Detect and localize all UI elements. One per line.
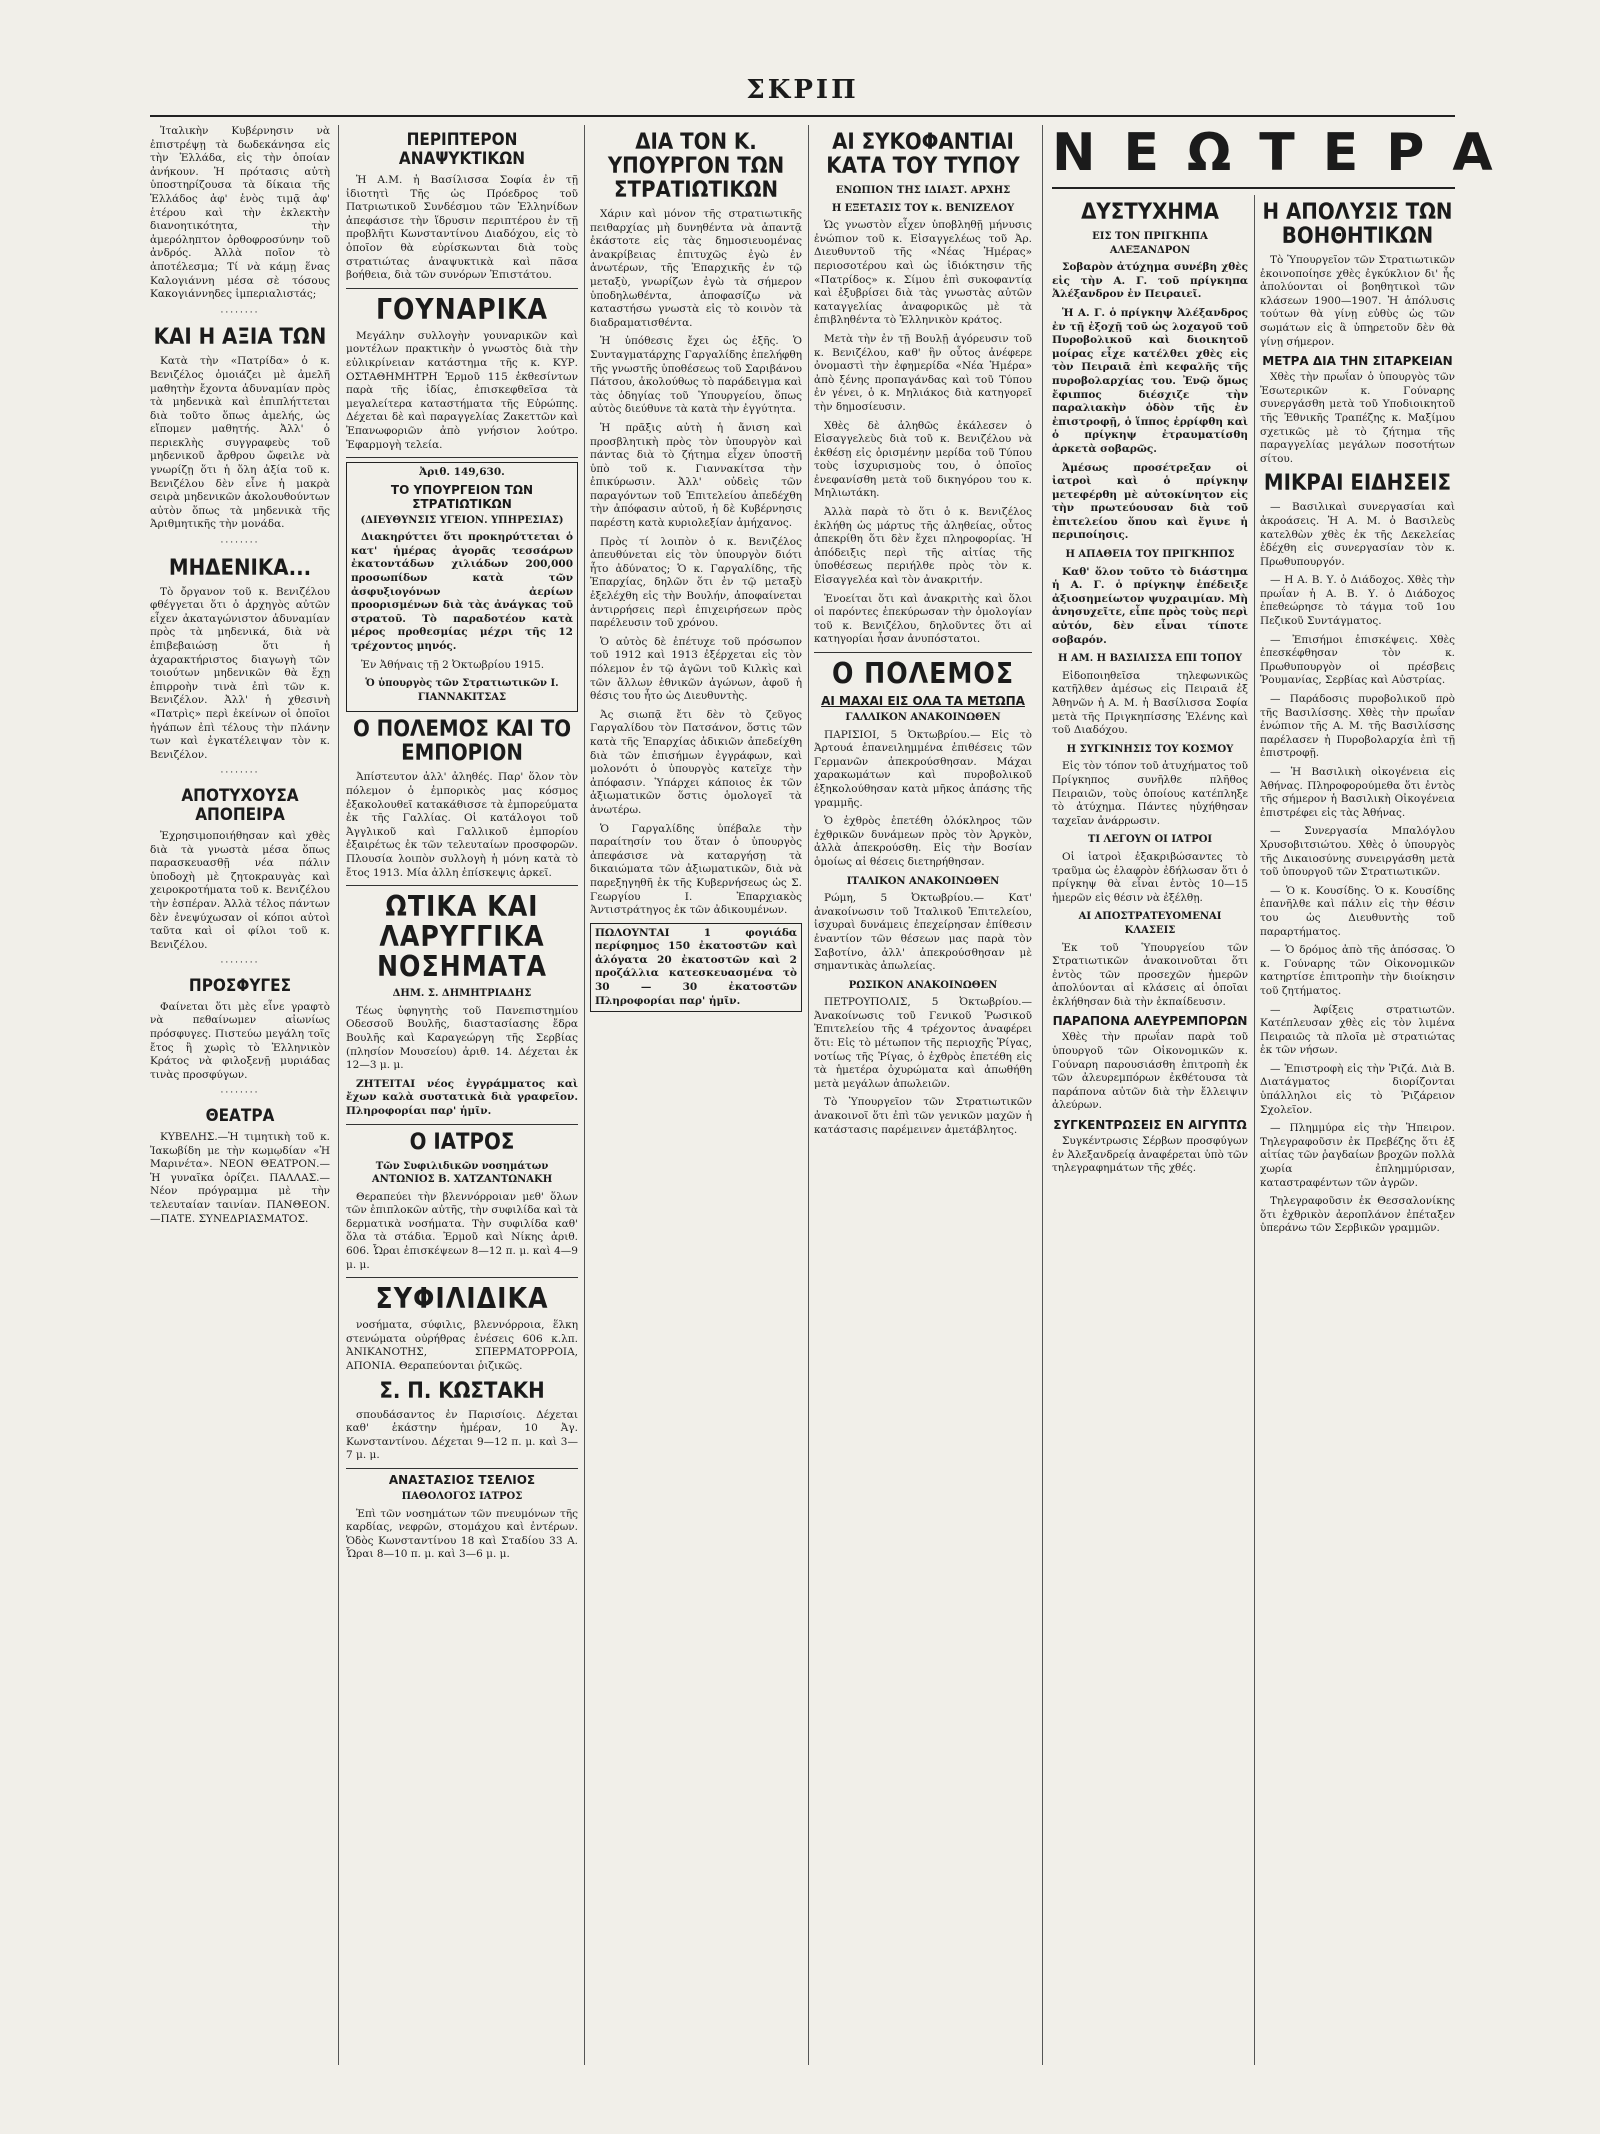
ad-heading: ΑΝΑΣΤΑΣΙΟΣ ΤΣΕΛΙΟΣ — [388, 1473, 536, 1487]
article-text: Τὸ Ὑπουργεῖον τῶν Στρατιωτικῶν ἐκοινοποίησε χθὲς ἐγκύκλιον δι' ἧς ἀπολύονται οἱ βοηθητικοὶ τῶν κλάσεων 1900—1907. Ἡ ἀπόλυσις τούτων θὰ γίνῃ εὐθὺς ὡς τῶν σωμάτων εἰς ἃ ὑπηρετοῦν δὲν θὰ γίνῃ σήμερον. — [1260, 254, 1455, 348]
ad-text: ΖΗΤΕΙΤΑΙ νέος ἐγγράμματος καὶ ἔχων καλὰ συστατικὰ διὰ γραφεῖον. Πληροφορίαι παρ' ἡμῖν. — [346, 1077, 578, 1117]
ad-text: Ἐπὶ τῶν νοσημάτων τῶν πνευμόνων τῆς καρδίας, νεφρῶν, στομάχου καὶ ἐντέρων. Ὁδὸς Κωνσταντίνου 18 καὶ Σταδίου 33 Α. Ὧραι 8—10 π. μ. καὶ 3—6 μ. μ. — [346, 1507, 578, 1561]
notice-body: Διακηρύττει ὅτι προκηρύττεται ὁ κατ' ἡμέρας ἀγορᾶς τεσσάρων ἐκατοντάδων χιλιάδων 200,000 προσωπίδων κατὰ τῶν ἀσφυξιογόνων ἀερίων προορισμένων διὰ τὰς ἀνάγκας τοῦ στρατοῦ. Τὸ παραδοτέον κατὰ μέρος προθεσμίας μέχρι τῆς 12 τρέχοντος μηνός. — [351, 531, 573, 653]
article-text: Χθὲς δὲ ἀληθῶς ἐκάλεσεν ὁ Εἰσαγγελεὺς διὰ τοῦ κ. Βενιζέλου νὰ ἐκθέσῃ εἰς ὁρισμένην μερίδα τοῦ Τύπου τοὺς ἰσχυρισμοὺς του, ὁ ὁποῖος ἐνεφανίσθη μετὰ τοῦ δικηγόρου του κ. Μηλιωτάκη. — [814, 419, 1032, 500]
ad-text: Θεραπεύει τὴν βλεννόρροιαν μεθ' ὅλων τῶν ἐπιπλοκῶν αὐτῆς, τὴν συφιλίδα καὶ τὰ δερματικὰ νοσήματα. Τὴν συφιλίδα καθ' ὅλα τὰ στάδια. Ἐρμοῦ καὶ Νίκης ἀριθ. 606. Ὧραι ἐπισκέψεων 8—12 π. μ. καὶ 4—9 μ. μ. — [346, 1190, 578, 1271]
article-heading: ΑΙ ΣΥΚΟΦΑΝΤΙΑΙ ΚΑΤΑ ΤΟΥ ΤΥΠΟΥ — [826, 130, 1020, 179]
news-item: — Βασιλικαὶ συνεργασίαι καὶ ἀκροάσεις. Ἡ Α. Μ. ὁ Βασιλεὺς κατελθὼν χθὲς ἐκ τῆς Δεκελείας ἐδέχθη εἰς συνεργασίαν τὸν κ. Πρωθυπουργόν. — [1260, 501, 1455, 568]
news-item: — Ἀφίξεις στρατιωτῶν. Κατέπλευσαν χθὲς εἰς τὸν λιμένα Πειραιῶς τὰ πλοῖα μὲ στρατιώτας ἐκ τῶν νήσων. — [1260, 1003, 1455, 1057]
news-item: — Η Α. Β. Υ. ὁ Διάδοχος. Χθὲς τὴν πρωΐαν ἡ Α. Β. Υ. ὁ Διάδοχος ἐπεθεώρησε τὸ τάγμα τοῦ 1ου Πεζικοῦ Συντάγματος. — [1260, 574, 1455, 628]
ad-subheading: ΔΗΜ. Σ. ΔΗΜΗΤΡΙΑΔΗΣ — [392, 988, 532, 1000]
news-item: — Ὁ κ. Κουσίδης. Ὁ κ. Κουσίδης ἐπανῆλθε καὶ πάλιν εἰς τὴν θέσιν του ὡς Διευθυντὴς τοῦ παραρτήματος. — [1260, 884, 1455, 938]
article-heading: ΑΠΟΤΥΧΟΥΣΑ ΑΠΟΠΕΙΡΑ — [181, 785, 299, 825]
article-text: Ὁ αὐτὸς δὲ ἐπέτυχε τοῦ πρόσωπον τοῦ 1912 καὶ 1913 ἐξέρχεται εἰς τὸν πόλεμον ἐν τῷ ἀγῶνι τοῦ Κιλκὶς καὶ τῶν ἄλλων ἐθνικῶν ἀγώνων, ἀφοῦ ἡ θέσις του ἦτο ὡς Διευθυντὴς. — [590, 635, 802, 703]
masthead-rule — [150, 115, 1455, 117]
article-heading: ΚΑΙ Η ΑΞΙΑ ΤΩΝ — [153, 325, 327, 351]
ad-text: νοσήματα, σύφιλις, βλεννόρροια, ἕλκη στενώματα οὐρήθρας ἐνέσεις 606 κ.λπ. ἈΝΙΚΑΝΟΤΗΣ, ΣΠΕΡΜΑΤΟΡΡΟΙΑ, ΑΠΟΝΙΑ. Θεραπεύονται ῥιζικῶς. — [346, 1319, 578, 1373]
article-lead: Σοβαρὸν ἀτύχημα συνέβη χθὲς εἰς τὴν Α. Γ. τοῦ πρίγκηπα Ἀλέξανδρον ἐν Πειραιεῖ. — [1052, 261, 1248, 301]
article-text: Τὸ ὄργανον τοῦ κ. Βενιζέλου φθέγγεται ὅτι ὁ ἀρχηγὸς αὐτῶν εἶχεν ἀκαταγώνιστον ἀδυναμίαν πρὸς τὰ μηδενικά, διὰ νὰ ἐπιβεβαιώσῃ ὅτι ἡ ἀχαρακτήριστος διαγωγὴ τῶν τοιούτων μηδενικῶν θὰ ἔχῃ ἐπιρροὴν τινὰ ἐπὶ τῶν κ. Βενιζέλον. Ἀλλ' ἡ χθεσινὴ «Πατρὶς» περὶ ἐκείνων οἱ ὁποῖοι ἠγάπων ἐπὶ τέλους τὴν πλάνην των καὶ ἐγκατέλειψαν τὸν κ. Βενιζέλον. — [150, 585, 330, 761]
ad-text: Τέως ὑφηγητὴς τοῦ Πανεπιστημίου Οδεσσοῦ Βουλῆς, διαστασίασης ἔδρα Βουλῆς καὶ Καραγεώργη τῆς Σερβίας (πλησίον Μουσείου) ἀριθ. 14. Δέχεται ἐκ 12—3 μ. μ. — [346, 1004, 578, 1072]
classified-ad: ΠΩΛΟΥΝΤΑΙ 1 φογιάδα περίφημος 150 ἐκατοστῶν καὶ ἀλόγατα 20 ἐκατοστῶν καὶ 2 προζάλλια κατεσκευασμένα τὸ 30 — 30 ἐκατοστῶν Πληροφορίαι παρ' ἡμῖν. — [590, 923, 802, 1013]
article-subheading: Η ΣΥΓΚΙΝΗΣΙΣ ΤΟΥ ΚΟΣΜΟΥ — [1066, 743, 1234, 755]
column-divider — [338, 125, 339, 2065]
article-text: Ἀμέσως προσέτρεξαν οἱ ἰατροὶ καὶ ὁ πρίγκηψ μετεφέρθη μὲ αὐτοκίνητον εἰς τὴν πρωτεύουσαν διὰ τοῦ ἐπιτελείου ὅπου καὶ ἔγινε ἡ περιποίησις. — [1052, 461, 1248, 542]
article-text: Ὡς γνωστὸν εἶχεν ὑποβληθῇ μήνυσις ἐνώπιον τοῦ κ. Εἰσαγγελέως τοῦ Ἀρ. Διευθυντοῦ τῆς «Νέας Ἡμέρας» περιοσοτέρου καὶ ὡς ἰδιόκτησιν τῆς «Πατρίδος» κ. Σίμου ἐπὶ συκοφαντίᾳ καὶ ἐξυβρίσει διὰ τὰς γνωστὰς αὐτῶν καταγγελίας ἀναφορικῶς μὲ τὰ ἐπιβληθέντα τὸ Ἐλληνικὸν κράτος. — [814, 219, 1032, 327]
column-1: Ἰταλικὴν Κυβέρνησιν νὰ ἐπιστρέψῃ τὰ δωδεκάνησα εἰς τὴν Ἑλλάδα, εἰς τὴν ὁποίαν ἀνήκουν. Ἡ πρότασις αὐτὴ ὑποστηρίζουσα τὰ δίκαια τῆς Ἑλλάδος ἀφ' ἑνὸς τιμᾷ ἀφ' ἑτέρου καὶ τὴν ἐκλεκτὴν διανοητικότητα, τὴν ἀμερόληπτον ὀρθοφροσύνην τοῦ ἀνδρός. Ἀλλὰ ποῖον τὸ ἀποτέλεσμα; Τί νὰ κάμῃ ἕνας Καλογιάννη μέσα σὲ τόσους Κακογιάννηδες ἱμπεριαλιστάς; ········ ΚΑΙ Η ΑΞΙΑ ΤΩΝ Κατὰ τὴν «Πατρίδα» ὁ κ. Βενιζέλος ὁμοιάζει μὲ ἀμελῆ μαθητὴν ἔχοντα ἀδυναμίαν πρὸς τὰ μηδενικὰ καὶ ἐπιπλήττεται διὰ τοῦτο ὅπως ἀμελής, ὡς εἴπομεν μαθητής. Ἀλλ' ὁ περιεκλὴς συγγραφεὺς τοῦ μηδενικοῦ ἄρθρου ὤφειλε νὰ γνωρίζῃ ὅτι ἡ ὅλη ἀξία τοῦ κ. Βενιζέλου δὲν εἶνε ἡ μακρὰ σειρὰ μηδενικῶν ἀκολουθούντων αὐτὸν ὅπως τὰ μηδενικὰ τῆς Ἀριθμητικῆς τὴν μονάδα. ········ ΜΗΔΕΝΙΚΑ... Τὸ ὄργανον τοῦ κ. Βενιζέλου φθέγγεται ὅτι ὁ ἀρχηγὸς αὐτῶν εἶχεν ἀκαταγώνιστον ἀδυναμίαν πρὸς τὰ μηδενικά, διὰ νὰ ἐπιβεβαιώσῃ ὅτι ἡ ἀχαρακτήριστος διαγωγὴ τῶν τοιούτων μηδενικῶν θὰ ἔχῃ ἐπιρροὴν τινὰ ἐπὶ τῶν κ. Βενιζέλον. Ἀλλ' ἡ χθεσινὴ «Πατρὶς» περὶ ἐκείνων οἱ ὁποῖοι ἠγάπων ἐπὶ τέλους τὴν πλάνην των καὶ ἐγκατέλειψαν τὸν κ. Βενιζέλον. ········ ΑΠΟΤΥΧΟΥΣΑ ΑΠΟΠΕΙΡΑ Ἐχρησιμοποιήθησαν καὶ χθὲς διὰ τὰ γνωστὰ μέσα ὅπως παρασκευασθῇ νέα πάλιν ὑποδοχὴ μὲ ζητοκραυγὰς καὶ χειροκροτήματα τοῦ κ. Βενιζέλου τὴν ἑσπέραν. Ἀλλὰ τέλος πάντων δὲν ἐνεψύχωσαν οἱ κόποι αὐτοὶ ταῦτα καὶ οἱ φίλοι τοῦ κ. Βενιζέλου. ········ ΠΡΟΣΦΥΓΕΣ Φαίνεται ὅτι μὲς εἶνε γραφτὸ νὰ πεθαίνωμεν αἰωνίως πρόσφυγες. Πιστεύω μεγάλη τοῖς ἔτος ἢ χωρὶς τὸ Ἑλληνικὸν Κράτος νὰ φιλοξενῇ μυριάδας τινὰς προσφύγων. ········ ΘΕΑΤΡΑ ΚΥΒΕΛΗΣ.—Ἡ τιμητικὴ τοῦ κ. Ἰακωβίδη με τὴν κωμῳδίαν «Ἡ Μαρινέτα». ΝΕΟΝ ΘΕΑΤΡΟΝ.—Ἡ γυναῖκα ὁρίζει. ΠΑΛΛΑΣ.—Νέον πρόγραμμα μὲ τὴν τελευταίαν ταινίαν. ΠΑΝΘΕΟΝ.—ΠΑΤΕ. ΣΥΝΕΔΡΙΑΣΜΑΤΟΣ. — [150, 125, 330, 1225]
article-subheading: ΑΙ ΜΑΧΑΙ ΕΙΣ ΟΛΑ ΤΑ ΜΕΤΩΠΑ — [821, 694, 1025, 708]
column-divider — [1254, 195, 1255, 2065]
ad-text: σπουδάσαντος ἐν Παρισίοις. Δέχεται καθ' ἑκάστην ἡμέραν, 10 Ἀγ. Κωνσταντίνου. Δέχεται 9—12 π. μ. καὶ 3—7 μ. μ. — [346, 1408, 578, 1462]
article-heading: ΠΕΡΙΠΤΕΡΟΝ ΑΝΑΨΥΚΤΙΚΩΝ — [398, 130, 526, 169]
news-item: Τηλεγραφοῦσιν ἐκ Θεσσαλονίκης ὅτι ἐχθρικὸν ἀεροπλάνον ἐπέταξεν ὑπεράνω τῶν Σερβικῶν γραμμῶν. — [1260, 1195, 1455, 1235]
article-heading: ΠΡΟΣΦΥΓΕΣ — [188, 975, 292, 996]
column-2 — [346, 125, 578, 2065]
news-item: — Πλημμύρα εἰς τὴν Ἠπειρον. Τηλεγραφοῦσιν ἐκ Πρεβέζης ὅτι ἐξ αἰτίας τῶν ῥαγδαίων βροχῶν πολλὰ χωρία ἐπλημμύρισαν, καταστραφέντων τῶν ἀγρῶν. — [1260, 1122, 1455, 1189]
article-text: ΠΑΡΙΣΙΟΙ, 5 Ὀκτωβρίου.— Εἰς τὸ Ἀρτουά ἐπανειλημμένα ἐπιθέσεις τῶν Γερμανῶν ἀπεκρούσθησαν. Μάχαι χαρακωμάτων καὶ πυροβολικοῦ ἐξηκολούθησαν κατὰ μῆκος ἁπάσης τῆς γραμμῆς. — [814, 728, 1032, 809]
article-text: Τὸ Ὑπουργεῖον τῶν Στρατιωτικῶν ἀνακοινοῖ ὅτι ἐπὶ τῶν γενικῶν μαχῶν ἡ κατάστασις παρέμεινεν ἀμετάβλητος. — [814, 1096, 1032, 1136]
ad-heading: Σ. Π. ΚΩΣΤΑΚΗ — [379, 1378, 545, 1404]
column-5 — [1052, 195, 1248, 2065]
article-text: Ἐκ τοῦ Ὑπουργείου τῶν Στρατιωτικῶν ἀνακοινοῦται ὅτι ἐντὸς τῶν προσεχῶν ἡμερῶν ἀπολύονται αἱ κλάσεις αἱ ὁποῖαι ἐκλήθησαν διὰ τὴν ἐκπαίδευσιν. — [1052, 941, 1248, 1008]
article-heading: ΠΑΡΑΠΟΝΑ ΑΛΕΥΡΕΜΠΟΡΩΝ — [1052, 1014, 1248, 1029]
article-text: Εἰς τὸν τόπον τοῦ ἀτυχήματος τοῦ Πρίγκηπος συνῆλθε πλῆθος Πειραιῶν, τοὺς ὁποίους κατέπληξε τὸ ἀτύχημα. Πάντες ηὐχήθησαν ταχεῖαν ἀνάρρωσιν. — [1052, 760, 1248, 827]
banner-rule — [1052, 187, 1455, 189]
article-text: Μεγάλην συλλογὴν γουναρικῶν καὶ μοντέλων πρακτικὴν ὁ γνωστὸς διὰ τὴν εὐλικρίνειαν κατάστημα τῆς κ. ΚΥΡ. ΟΣΤΑΘΗΜΗΤΡΗ Ἑρμοῦ 115 ἐκθεσίντων παρὰ τῆς ἰδίας, ἐπισκεφθεῖσα τὰ μεγαλείτερα καταστήματα τῆς Εὐρώπης. Δέχεται δὲ καὶ παραγγελίας Ζακεττῶν καὶ Ἐπανωφοριῶν ἀπὸ γνήσιον λούτρο. Ἐφαρμογὴ τελεία. — [346, 329, 578, 451]
article-heading: Ο ΠΟΛΕΜΟΣ — [831, 657, 1015, 690]
column-3 — [590, 125, 802, 2065]
ad-subheading: ΠΑΘΟΛΟΓΟΣ ΙΑΤΡΟΣ — [401, 1491, 523, 1502]
article-heading: ΔΥΣΤΥΧΗΜΑ — [1081, 200, 1219, 225]
article-subheading: ΙΤΑΛΙΚΟΝ ΑΝΑΚΟΙΝΩΘΕΝ — [846, 875, 1000, 887]
ad-heading: Ο ΙΑΤΡΟΣ — [409, 1129, 515, 1155]
article-subheading: ΡΩΣΙΚΟΝ ΑΝΑΚΟΙΝΩΘΕΝ — [848, 979, 998, 991]
ad-heading: ΣΥΦΙΛΙΔΙΚΑ — [375, 1282, 549, 1316]
article-heading: Η ΑΠΟΛΥΣΙΣ ΤΩΝ ΒΟΗΘΗΤΙΚΩΝ — [1262, 200, 1453, 249]
article-heading: ΜΕΤΡΑ ΔΙΑ ΤΗΝ ΣΙΤΑΡΚΕΙΑΝ — [1262, 354, 1453, 369]
notice-subheading: (ΔΙΕΥΘΥΝΣΙΣ ΥΓΕΙΟΝ. ΥΠΗΡΕΣΙΑΣ) — [360, 514, 564, 526]
article-text: Φαίνεται ὅτι μὲς εἶνε γραφτὸ νὰ πεθαίνωμεν αἰωνίως πρόσφυγες. Πιστεύω μεγάλη τοῖς ἔτος ἢ χωρὶς τὸ Ἑλληνικὸν Κράτος νὰ φιλοξενῇ μυριάδας τινὰς προσφύγων. — [150, 1000, 330, 1081]
article-text: Χθὲς τὴν πρωΐαν ὁ ὑπουργὸς τῶν Ἐσωτερικῶν κ. Γούναρης συνεργάσθη μετὰ τοῦ Υποδιοικητοῦ τῆς Ἐθνικῆς Τραπέζης κ. Μαξίμου σχετικῶς μὲ τὸ ζήτημα τῆς παραγγελίας μεγάλων ποσοτήτων σίτου. — [1260, 371, 1455, 465]
ad-subheading: Τῶν Συφιλιδικῶν νοσημάτων ΑΝΤΩΝΙΟΣ Β. ΧΑΤΖΑΝΤΩΝΑΚΗ — [371, 1160, 553, 1186]
news-item: — Ἡ Βασιλικὴ οἰκογένεια εἰς Ἀθήνας. Πληροφορούμεθα ὅτι ἐντὸς τῆς σήμερον ἡ Βασιλικὴ Οἰκογένεια ἐπιστρέφει εἰς τὰς Ἀθήνας. — [1260, 766, 1455, 819]
masthead: ΣΚΡΙΠ — [746, 75, 859, 105]
article-text: Συγκέντρωσις Σέρβων προσφύγων ἐν Ἀλεξανδρείᾳ ἀναφέρεται ὑπὸ τῶν τηλεγραφημάτων τῆς χθές. — [1052, 1135, 1248, 1175]
article-subheading: Η ΑΠΑΘΕΙΑ ΤΟΥ ΠΡΙΓΚΗΠΟΣ — [1065, 549, 1235, 561]
article-text: Ἡ Α. Γ. ὁ πρίγκηψ Ἀλέξανδρος ἐν τῇ ἐξοχῇ τοῦ ὡς λοχαγοῦ τοῦ Πυροβολικοῦ καὶ διοικητοῦ μοίρας εἶχε κατέλθει χθὲς εἰς τὸν Πειραιᾶ ἐπὶ κεφαλῆς τῆς πυροβολαρχίας του. Ἐνῷ ὅμως ἔφιππος διέσχιζε τὴν παραλιακὴν ὁδὸν τῆς ἐν ἐπιστροφῇ, ὁ ἵππος ἐρρίφθη καὶ ὁ πρίγκηψ ἐτραυματίσθη ἀρκετὰ σοβαρῶς. — [1052, 306, 1248, 455]
article-heading: ΘΕΑΤΡΑ — [205, 1106, 275, 1127]
article-subheading: Η ΑΜ. Η ΒΑΣΙΛΙΣΣΑ ΕΠΙ ΤΟΠΟΥ — [1057, 653, 1243, 665]
article-text: Ἡ Α.Μ. ἡ Βασίλισσα Σοφία ἐν τῇ ἰδιοτητὶ Τῆς ὡς Πρόεδρος τοῦ Πατριωτικοῦ Συνδέσμου τῶν Ἑλληνίδων ἀπεφάσισε τὴν ἵδρυσιν περιπτέρου ἐν τῇ προβλῆτι Κωνσταντίνου Διαδόχου, εἰς τὸ ὁποῖον θὰ εὑρίσκωνται διὰ τοὺς στρατιώτας ἀναψυκτικὰ καὶ πᾶσα βοήθεια, διὰ τῶν συνόρων Ἐπιστάτου. — [346, 174, 578, 282]
notice-signature: Ὁ ὑπουργὸς τῶν Στρατιωτικῶν Ι. ΓΙΑΝΝΑΚΙΤΣΑΣ — [365, 678, 559, 703]
article-subheading: ΤΙ ΛΕΓΟΥΝ ΟΙ ΙΑΤΡΟΙ — [1087, 834, 1213, 846]
article-text: Ὁ ἐχθρὸς ἐπετέθη ὁλόκληρος τῶν ἐχθρικῶν δυνάμεων πρὸς τὸν Ἀργκὸν, ἀλλὰ ἀπεκρούσθη. Εἰς τὴν Βοσίαν ὁμοίως αἱ θέσεις διετηρήθησαν. — [814, 815, 1032, 868]
article-text: Καθ' ὅλον τοῦτο τὸ διάστημα ἡ Α. Γ. ὁ πρίγκηψ ἐπέδειξε ἀξιοσημείωτον ψυχραιμίαν. Μὴ ἀνησυχεῖτε, εἶπε πρὸς τοὺς περὶ αὐτόν, δὲν εἶναι τίποτε σοβαρόν. — [1052, 565, 1248, 646]
article-subheading: ΕΙΣ ΤΟΝ ΠΡΙΓΚΗΠΑ ΑΛΕΞΑΝΔΡΟΝ — [1092, 231, 1208, 256]
article-heading: Ο ΠΟΛΕΜΟΣ ΚΑΙ ΤΟ ΕΜΠΟΡΙΟΝ — [352, 717, 572, 767]
article-text: Ὁ Γαργαλίδης ὑπέβαλε τὴν παραίτησίν του ὅταν ὁ ὑπουργὸς ἀπεφάσισε νὰ καταργήσῃ τὰ δικαιώματα τῶν ἀξιωματικῶν, διὰ νὰ παρεξηγηθῆ ἐκ τῆς Κυβερνήσεως ὡς Σ. Γεωργίου Ι. Ἐπαρχιακὸς Ἀντιστράτηγος ἐκ τῶν ἀδικουμένων. — [590, 822, 802, 917]
article-text: Ἐχρησιμοποιήθησαν καὶ χθὲς διὰ τὰ γνωστὰ μέσα ὅπως παρασκευασθῇ νέα πάλιν ὑποδοχὴ μὲ ζητοκραυγὰς καὶ χειροκροτήματα τοῦ κ. Βενιζέλου τὴν ἑσπέραν. Ἀλλὰ τέλος πάντων δὲν ἐνεψύχωσαν οἱ κόποι αὐτοὶ ταῦτα καὶ οἱ φίλοι τοῦ κ. Βενιζέλου. — [150, 829, 330, 951]
column-divider — [584, 125, 585, 2065]
column-4 — [814, 125, 1032, 2065]
ad-heading: ΩΤΙΚΑ ΚΑΙ ΛΑΡΥΓΓΙΚΑ ΝΟΣΗΜΑΤΑ — [376, 890, 548, 984]
article-text: ΚΥΒΕΛΗΣ.—Ἡ τιμητικὴ τοῦ κ. Ἰακωβίδη με τὴν κωμῳδίαν «Ἡ Μαρινέτα». ΝΕΟΝ ΘΕΑΤΡΟΝ.—Ἡ γυναῖκα ὁρίζει. ΠΑΛΛΑΣ.—Νέον πρόγραμμα μὲ τὴν τελευταίαν ταινίαν. ΠΑΝΘΕΟΝ.—ΠΑΤΕ. ΣΥΝΕΔΡΙΑΣΜΑΤΟΣ. — [150, 1131, 330, 1225]
article-subheading: ΕΝΩΠΙΟΝ ΤΗΣ ΙΔΙΑΣΤ. ΑΡΧΗΣ — [835, 185, 1011, 196]
notice-date: Ἐν Ἀθήναις τῇ 2 Ὀκτωβρίου 1915. — [361, 658, 545, 671]
article-heading: ΜΗΔΕΝΙΚΑ... — [168, 555, 312, 581]
notice-heading: ΤΟ ΥΠΟΥΡΓΕΙΟΝ ΤΩΝ ΣΤΡΑΤΙΩΤΙΚΩΝ — [390, 482, 534, 511]
news-item: — Συνεργασία Μπαλόγλου Χρυσοβιτσιώτου. Χθὲς ὁ ὑπουργὸς τῆς Δικαιοσύνης συνειργάσθη μετὰ τοῦ ὑπουργοῦ τῶν Στρατιωτικῶν. — [1260, 825, 1455, 879]
article-text: Κατὰ τὴν «Πατρίδα» ὁ κ. Βενιζέλος ὁμοιάζει μὲ ἀμελῆ μαθητὴν ἔχοντα ἀδυναμίαν πρὸς τὰ μηδενικὰ καὶ ἐπιπλήττεται διὰ τοῦτο ὅπως ἀμελής, ὡς εἴπομεν μαθητής. Ἀλλ' ὁ περιεκλὴς συγγραφεὺς τοῦ μηδενικοῦ ἄρθρου ὤφειλε νὰ γνωρίζῃ ὅτι ἡ ὅλη ἀξία τοῦ κ. Βενιζέλου δὲν εἶνε ἡ μακρὰ σειρὰ μηδενικῶν ἀκολουθούντων αὐτὸν ὅπως τὰ μηδενικὰ τῆς Ἀριθμητικῆς τὴν μονάδα. — [150, 355, 330, 531]
article-subheading: ΓΑΛΛΙΚΟΝ ΑΝΑΚΟΙΝΩΘΕΝ — [845, 712, 1001, 723]
column-divider — [1042, 125, 1043, 2065]
article-text: Εἰδοποιηθεῖσα τηλεφωνικῶς κατῆλθεν ἀμέσως εἰς Πειραιᾶ ἐξ Ἀθηνῶν ἡ Α. Μ. ἡ Βασίλισσα Σοφία μετὰ τῆς Πριγκηπίσσης Ἑλένης καὶ τοῦ Διαδόχου. — [1052, 669, 1248, 737]
article-heading: ΣΥΓΚΕΝΤΡΩΣΕΙΣ ΕΝ ΑΙΓΥΠΤΩ — [1053, 1118, 1247, 1133]
article-text: Οἱ ἰατροὶ ἐξακριβώσαντες τὸ τραῦμα ὡς ἐλαφρὸν ἐδήλωσαν ὅτι ὁ πρίγκηψ θὰ εἶναι ἐντὸς 10—15 ἡμερῶν εἰς θέσιν νὰ ἐξέλθῃ. — [1052, 850, 1248, 904]
official-notice — [346, 462, 578, 712]
article-heading: ΔΙΑ ΤΟΝ Κ. ΥΠΟΥΡΓΟΝ ΤΩΝ ΣΤΡΑΤΙΩΤΙΚΩΝ — [607, 130, 785, 203]
article-subheading: Η ΕΞΕΤΑΣΙΣ ΤΟΥ κ. ΒΕΝΙΖΕΛΟΥ — [831, 202, 1015, 214]
article-text: ΠΕΤΡΟΥΠΟΛΙΣ, 5 Ὀκτωβρίου.— Ἀνακοίνωσις τοῦ Γενικοῦ Ῥωσικοῦ Ἐπιτελείου τῆς 4 τρέχοντος ἀναφέρει ὅτι: Εἰς τὸ μέτωπον τῆς περιοχῆς Ῥίγας, νοτίως τῆς Ῥίγας, ὁ ἐχθρὸς ἐπετέθη εἰς τὰ ἡμετέρα ὀχυρώματα καὶ ἀπωθήθη μετὰ μεγάλων ἀπωλειῶν. — [814, 996, 1032, 1090]
column-divider — [808, 125, 809, 2065]
article-text: Μετὰ τὴν ἐν τῇ Βουλῇ ἀγόρευσιν τοῦ κ. Βενιζέλου, καθ' ἣν οὗτος ἀνέφερε ὀνομαστὶ τὴν ἐφημερίδα «Νέα Ἡμέρα» ἀπὸ ξένης προπαγάνδας καὶ τοῦ Τύπου ἐν γένει, ὁ κ. Μηλιάκος διὰ κατηγορεῖ τὴν δημοσίευσιν. — [814, 332, 1032, 413]
article-subheading: ΑΙ ΑΠΟΣΤΡΑΤΕΥΟΜΕΝΑΙ ΚΛΑΣΕΙΣ — [1078, 911, 1222, 936]
article-heading: ΜΙΚΡΑΙ ΕΙΔΗΣΕΙΣ — [1263, 471, 1452, 497]
news-item: — Ὁ δρόμος ἀπὸ τῆς ἀπόσσας. Ὁ κ. Γούναρης τῶν Οἰκονομικῶν κατηρτίσε ἐπιτροπὴν τὴν διοίκησιν τοῦ ζητήματος. — [1260, 944, 1455, 997]
article-text: Ἀπίστευτον ἀλλ' ἀληθές. Παρ' ὅλον τὸν πόλεμον ὁ ἐμπορικὸς μας κόσμος ἐξακολουθεῖ κατακάθισσε τὰ ἐμπορεύματα ἐκ τῆς Γαλλίας. Οἱ κατάλογοι τοῦ Ἀγγλικοῦ καὶ Γαλλικοῦ ἐμπορίου ἐξαιρέτως ἐκ τῶν τελευταίων προσφορῶν. Πλουσία λοιπὸν συλλογὴ ἡ μόνη κατὰ τὸ ἔτος 1913. Μία ἀλλη ἐπίσκεψις ἀρκεῖ. — [346, 771, 578, 879]
notice-number: Ἀριθ. 149,630. — [419, 466, 505, 479]
article-text: Ἡ ὑπόθεσις ἔχει ὡς ἑξῆς. Ὁ Συνταγματάρχης Γαργαλίδης ἐπελήφθη τῆς γνωστῆς ὑποθέσεως τοῦ Σαριβάνου Πάτσου, ἀκολούθως τὸ παράδειγμα καὶ τὰς ὁδηγίας τοῦ Ὑπουργείου, ὅπως αὐτὸς διεύθυνε τὰ κατὰ τὴν ἐγγύτητα. — [590, 335, 802, 416]
article-text: Ἀλλὰ παρὰ τὸ ὅτι ὁ κ. Βενιζέλος ἐκλήθη ὡς μάρτυς τῆς ἀληθείας, οὗτος ἀπεκρίθη ὅτι δὲν ἔχει πληροφορίας. Ἡ ἀπόδειξις περὶ τῆς αἰτίας τῆς ὑποθέσεως περιήλθε πρὸς τὸν κ. Εἰσαγγελέα καὶ τὸν ἀνακριτήν. — [814, 506, 1032, 587]
article-text: Ἐνοείται ὅτι καὶ ἀνακριτὴς καὶ ὅλοι οἱ παρόντες ἐπεκύρωσαν τὴν ὁμολογίαν τοῦ κ. Βενιζέλου, δηλοῦντες ὅτι αἱ κατηγορίαι ἦσαν ἀνυπόστατοι. — [814, 592, 1032, 646]
article-text: Ἡ πρᾶξις αὐτὴ ἡ ἄνιση καὶ προσβλητικὴ πρὸς τὸν ὑπουργὸν καὶ πάντας διὰ τὸ ζήτημα εἶχεν ὑποστῆ ὑπὸ τοῦ κ. Γιαννακίτσα τὴν ἐπικύρωσιν. Ἀλλ' οὐδεὶς τῶν παραγόντων τοῦ Ἐπιτελείου ἀπεδέχθη τὴν ἀπόφασιν αὐτοῦ, ἡ δὲ Κυβέρνησις παρέστη κατὰ κυριολεξίαν ἀμήχανος. — [590, 421, 802, 530]
article-text: Ἰταλικὴν Κυβέρνησιν νὰ ἐπιστρέψῃ τὰ δωδεκάνησα εἰς τὴν Ἑλλάδα, εἰς τὴν ὁποίαν ἀνήκουν. Ἡ πρότασις αὐτὴ ὑποστηρίζουσα τὰ δίκαια τῆς Ἑλλάδος ἀφ' ἑνὸς τιμᾷ ἀφ' ἑτέρου καὶ τὴν ἐκλεκτὴν διανοητικότητα, τὴν ἀμερόληπτον ὀρθοφροσύνην τοῦ ἀνδρός. Ἀλλὰ ποῖον τὸ ἀποτέλεσμα; Τί νὰ κάμῃ ἕνας Καλογιάννη μέσα σὲ τόσους Κακογιάννηδες ἱμπεριαλιστάς; — [150, 125, 330, 301]
article-text: Χάριν καὶ μόνον τῆς στρατιωτικῆς πειθαρχίας μὴ δυνηθέντα νὰ ἀπαντᾷ ἐκάστοτε εἰς τὰς δημοσιευομένας ἀνακρίβειας ἐπιτυχῶς ἐγὼ ἐν ἀνωτέρων, τῆς Ἐπαρχικῆς ἐν τῷ μεταξὺ, γνωρίζων ἐγὼ τὰ σήμερον ὑποδηλωθέντα, ἀποφασίζω νὰ καταστήσω γνωστὰ εἰς τὸ κοινὸν τὰ διαδραματισθέντα. — [590, 208, 802, 329]
news-item: — Παράδοσις πυροβολικοῦ πρὸ τῆς Βασιλίσσης. Χθὲς τὴν πρωΐαν ἐνώπιον τῆς Α. Μ. τῆς Βασιλίσσης παρέλασεν ἡ Πυροβολαρχία ἐπὶ τῇ ἐπιστροφῇ. — [1260, 693, 1455, 760]
article-heading: ΓΟΥΝΑΡΙΚΑ — [375, 292, 549, 326]
newspaper-page — [150, 75, 1521, 2070]
article-text: Χθὲς τὴν πρωΐαν παρὰ τοῦ ὑπουργοῦ τῶν Οἰκονομικῶν κ. Γούναρη παρουσιάσθη ἐπιτροπὴ ἐκ τῶν ἀλευρεμπόρων ἐκθέτουσα τὰ παράπονα αὐτῶν διὰ τὴν ἔλλειψιν ἀλεύρων. — [1052, 1031, 1248, 1112]
news-item: — Ἐπισήμοι ἐπισκέψεις. Χθὲς ἐπεσκέφθησαν τὸν κ. Πρωθυπουργὸν οἱ πρέσβεις Ῥουμανίας, Σερβίας καὶ Αὐστρίας. — [1260, 633, 1455, 687]
article-text: Ρώμη, 5 Ὀκτωβρίου.— Κατ' ἀνακοίνωσιν τοῦ Ἰταλικοῦ Ἐπιτελείου, ἰσχυραὶ δυνάμεις ἐπεχείρησαν ἐπίθεσιν ἐναντίον τῶν θέσεων μας παρὰ τὸν Σαβοτίνο, ἀλλ' ἀπεκρούσθησαν μὲ σημαντικὰς ἀπωλείας. — [814, 892, 1032, 973]
section-banner: ΝΕΩΤΕΡΑ — [1052, 123, 1521, 183]
article-text: Ἀς σιωπᾷ ἔτι δὲν τὸ ζεῦγος Γαργαλίδου τὸν Πατσάνον, ὅστις τῶν κατὰ τῆς Ἐπαρχίας ἀδικιῶν ἀπεδείχθη διὰ τῶν ἐπισήμων ἐγγράφων, καὶ μολονότι ὁ ὑπουργὸς κατεῖχε τὴν ἀπόφασιν. Ὑπάρχει κάποιος ἐκ τῶν ἀξιωματικῶν ὅστις ὁμολογεῖ τὰ ἀνωτέρω. — [590, 708, 802, 816]
news-item: — Ἐπιστροφὴ εἰς τὴν Ῥιζά. Διὰ Β. Διατάγματος διορίζονται ὑπάλληλοι εἰς τὸ Ῥιζάρειον Σχολεῖον. — [1260, 1062, 1455, 1116]
column-6 — [1260, 195, 1455, 2065]
article-text: Πρὸς τί λοιπὸν ὁ κ. Βενιζέλος ἀπευθύνεται εἰς τὸν ὑπουργὸν διότι ἦτο ἀδύνατος; Ὁ κ. Γαργαλίδης, τῆς Ἐπαρχίας, δηλῶν ὅτι ἐν τῷ μεταξὺ ἐξελέχθη εἰς τὴν Βουλήν, ἀποφαίνεται ἀντιρρήσεις περὶ ἐπιχειρήσεων πρὸς παρέλευσιν τοῦ χρόνου. — [590, 535, 802, 630]
